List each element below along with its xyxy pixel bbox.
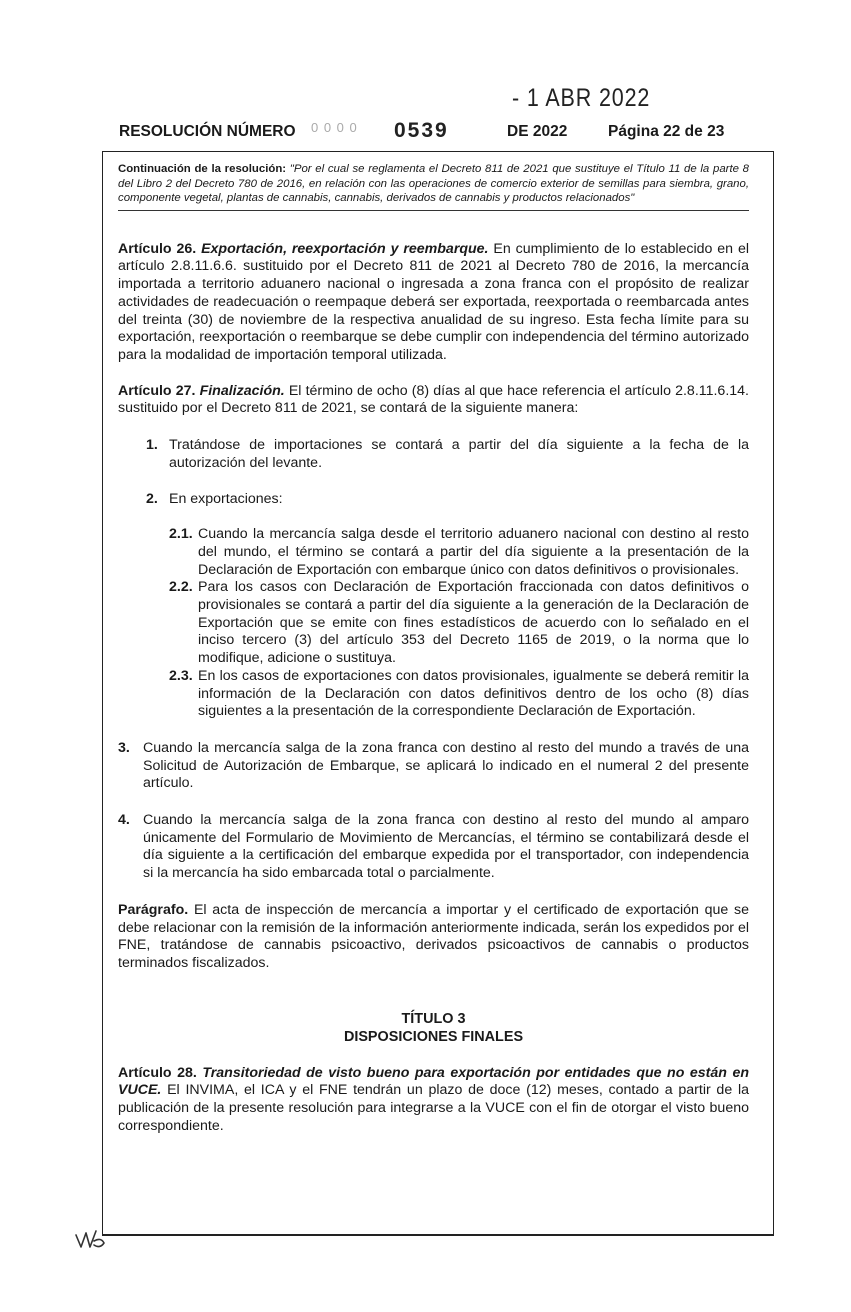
continuation-note bbox=[118, 162, 749, 211]
article-26-label: Artículo 26. bbox=[118, 240, 197, 257]
resolution-year: DE 2022 bbox=[507, 123, 568, 140]
sub-list-item bbox=[118, 579, 749, 668]
paragrafo bbox=[118, 902, 749, 973]
number-stamp-faded: 0 0 0 0 bbox=[311, 120, 358, 135]
received-date-stamp: - 1 ABR 2022 bbox=[512, 84, 651, 112]
sub-list-item bbox=[118, 526, 749, 579]
document-header bbox=[119, 119, 739, 145]
list-item-text: Tratándose de importaciones se contará a partir del día siguiente a la fecha de la autorización del levante. bbox=[169, 437, 749, 471]
page-indicator: Página 22 de 23 bbox=[608, 123, 725, 140]
resolution-label: RESOLUCIÓN NÚMERO bbox=[119, 123, 296, 140]
content-frame bbox=[102, 151, 774, 1236]
article-26 bbox=[118, 241, 749, 365]
sub-list-item-text: En los casos de exportaciones con datos provisionales, igualmente se deberá remitir la información de la Declaración con datos definitivos dentro de los ocho (8) días siguientes a la presentación de la correspondiente Declaración de Exportación. bbox=[198, 667, 749, 720]
article-27-label: Artículo 27. bbox=[118, 382, 196, 399]
sub-list-item-text: Para los casos con Declaración de Exportación fraccionada con datos definitivos o provisionales se contará a partir del día siguiente a la generación de la Declaración de Exportación que se emite con fines estadísticos de acuerdo con lo señalado en el inciso tercero (3) del artículo 353 del Decreto 1165 de 2019, o la norma que lo modifique, adicione o sustituya. bbox=[198, 579, 749, 667]
list-item-text: En exportaciones: bbox=[169, 490, 283, 507]
list-item-number: 1. bbox=[146, 437, 158, 454]
list-item bbox=[118, 812, 749, 883]
continuation-label: Continuación de la resolución: bbox=[118, 163, 287, 175]
article-28-text: El INVIMA, el ICA y el FNE tendrán un plazo de doce (12) meses, contado a partir de la publicación de la presente resolución para integrarse a la VUCE con el fin de otorgar el visto bueno correspondiente. bbox=[118, 1082, 749, 1134]
list-item bbox=[118, 491, 749, 509]
list-item-number: 3. bbox=[118, 739, 130, 756]
article-28-label: Artículo 28. bbox=[118, 1064, 197, 1081]
sub-list-item-number: 2.3. bbox=[169, 667, 193, 684]
list-item-number: 4. bbox=[118, 812, 130, 829]
article-27 bbox=[118, 383, 749, 418]
article-28 bbox=[118, 1065, 749, 1136]
sub-list-item-text: Cuando la mercancía salga desde el territorio aduanero nacional con destino al resto del mundo, el término se contará a partir del día siguiente a la presentación de la Declaración de Exportación con embarque único con datos definitivos o provisionales. bbox=[198, 526, 749, 578]
paragrafo-label: Parágrafo. bbox=[118, 901, 189, 918]
sub-list-item-number: 2.2. bbox=[169, 579, 193, 596]
article-27-title: Finalización. bbox=[199, 382, 285, 399]
title-number: TÍTULO 3 bbox=[401, 1010, 466, 1027]
list-item-number: 2. bbox=[146, 490, 158, 507]
list-item-text: Cuando la mercancía salga de la zona franca con destino al resto del mundo al amparo únicamente del Formulario de Movimiento de Mercancías, el término se contabilizará desde el día siguiente a la certificación del embarque expedida por el transportador, con independencia si la mercancía ha sido embarcada total o parcialmente. bbox=[143, 812, 749, 882]
sub-list-item-number: 2.1. bbox=[169, 526, 193, 543]
list-item bbox=[118, 740, 749, 793]
continuation-text: "Por el cual se reglamenta el Decreto 811 de 2021 que sustituye el Título 11 de la parte 8 del Libro 2 del Decreto 780 de 2016, en relación con las operaciones de comercio exterior de semillas para siembra, grano, componente vegetal, plantas de cannabis, cannabis, derivados de cannabis y productos relacionados" bbox=[118, 163, 749, 205]
article-26-text: En cumplimiento de lo establecido en el artículo 2.8.11.6.6. sustituido por el Decreto 811 de 2021 al Decreto 780 de 2016, la mercancía importada a territorio aduanero nacional o ingresada a zona franca con el propósito de realizar actividades de readecuación o reempaque deberá ser exportada, reexportada o reembarcada antes del treinta (30) de noviembre de la respectiva anualidad de su ingreso. Esta fecha límite para su exportación, reexportación o reembarque se debe cumplir con independencia del término autorizado para la modalidad de importación temporal utilizada. bbox=[118, 240, 749, 363]
list-item-text: Cuando la mercancía salga de la zona franca con destino al resto del mundo a través de una Solicitud de Autorización de Embarque, se aplicará lo indicado en el numeral 2 del presente artículo. bbox=[143, 739, 749, 792]
resolution-number: 0539 bbox=[394, 119, 449, 142]
article-28-title: Transitoriedad de visto bueno para exportación por entidades que no están en VUCE. bbox=[118, 1064, 750, 1099]
handwritten-initial-mark bbox=[74, 1227, 108, 1253]
list-item bbox=[118, 437, 749, 472]
title-name: DISPOSICIONES FINALES bbox=[343, 1028, 524, 1045]
article-26-title: Exportación, reexportación y reembarque. bbox=[201, 240, 489, 257]
paragrafo-text: El acta de inspección de mercancía a importar y el certificado de exportación que se debe relacionar con la remisión de la información anteriormente indicada, serán los expedidos por el FNE, tratándose de cannabis psicoactivo, derivados psicoactivos de cannabis o productos terminados fiscalizados. bbox=[118, 901, 750, 971]
sub-list-item bbox=[118, 668, 749, 721]
title-heading bbox=[118, 1010, 749, 1046]
article-27-text: El término de ocho (8) días al que hace referencia el artículo 2.8.11.6.14. sustituido por el Decreto 811 de 2021, se contará de la siguiente manera: bbox=[118, 382, 749, 417]
